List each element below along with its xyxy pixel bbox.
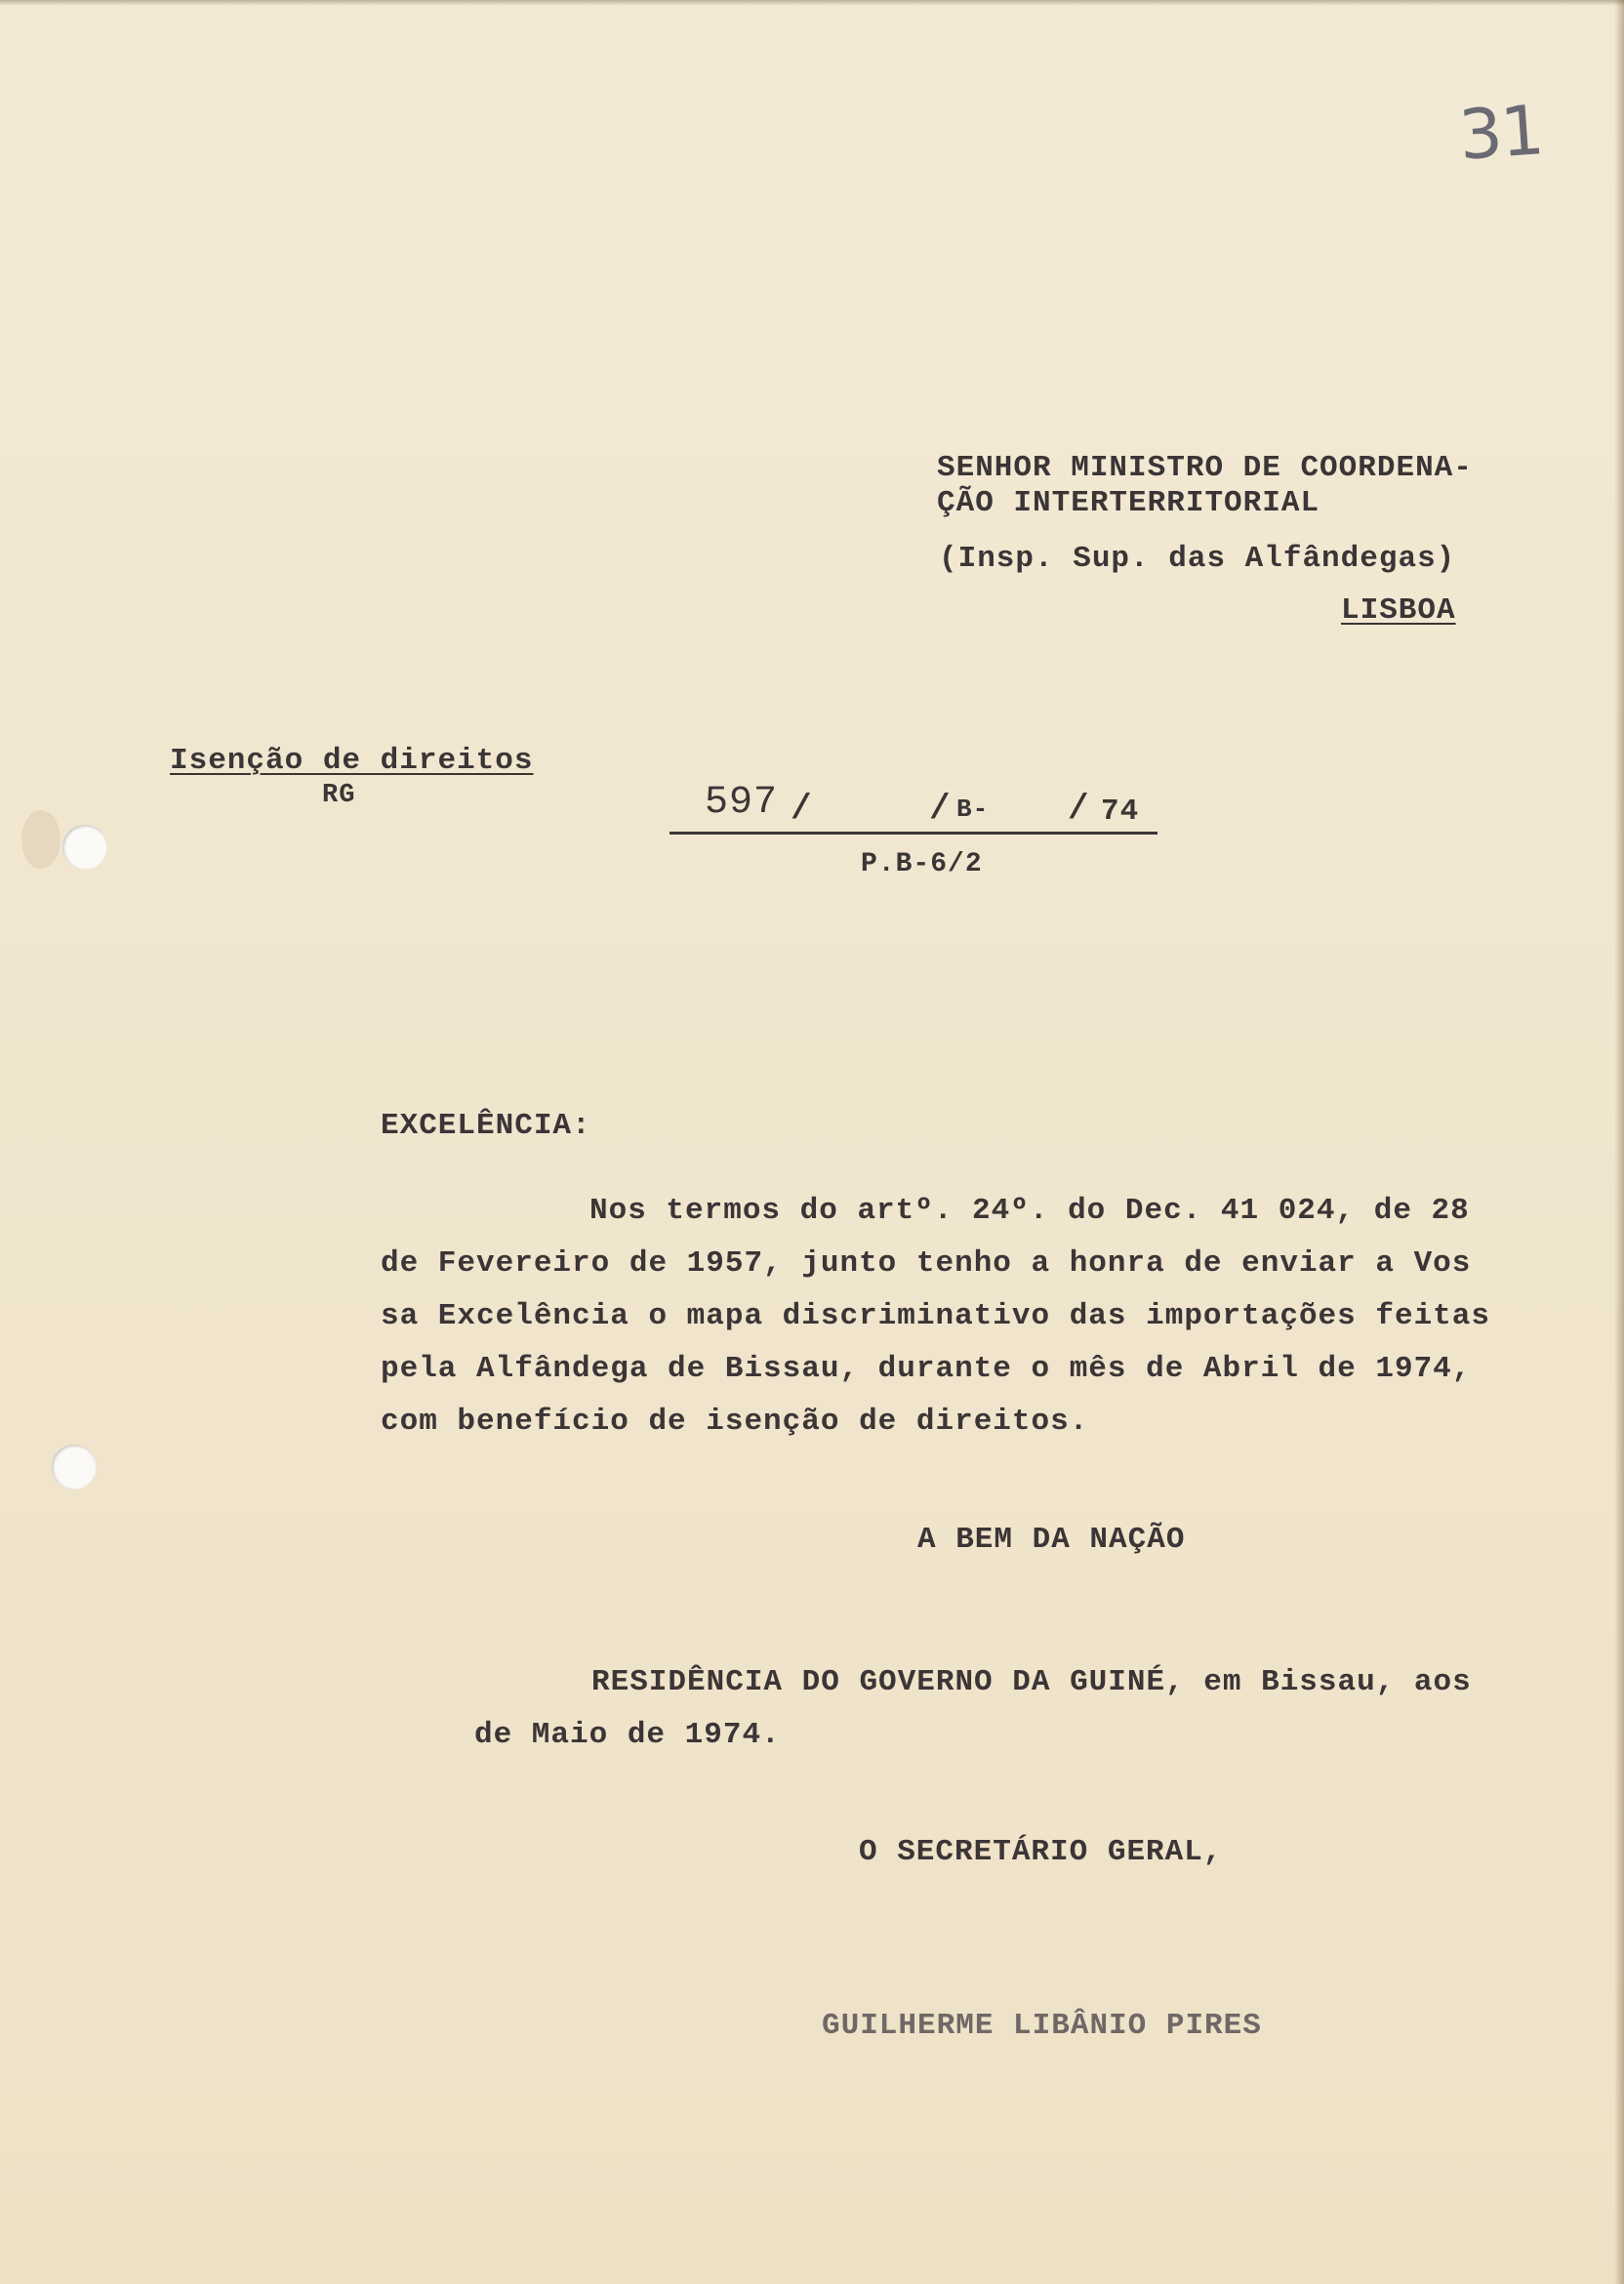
paper-top-edge [0, 0, 1624, 6]
addressee-line-3: (Insp. Sup. das Alfândegas) [939, 542, 1456, 576]
addressee-line-2: ÇÃO INTERTERRITORIAL [937, 486, 1320, 520]
punch-hole-upper [62, 825, 107, 870]
body-line-2: de Fevereiro de 1957, junto tenho a honra de enviar a Vos [381, 1246, 1472, 1281]
subject-code: RG [322, 781, 356, 810]
reference-number: 597 [705, 781, 779, 825]
punch-hole-lower [52, 1445, 97, 1489]
subject-title: Isenção de direitos [170, 744, 534, 778]
paper-right-edge [1614, 0, 1624, 2284]
addressee-line-1: SENHOR MINISTRO DE COORDENA- [937, 451, 1473, 485]
body-line-3: sa Excelência o mapa discriminativo das importações feitas [381, 1299, 1490, 1333]
body-line-4: pela Alfândega de Bissau, durante o mês de Abril de 1974, [381, 1352, 1472, 1386]
signatory-name: GUILHERME LIBÂNIO PIRES [822, 2009, 1262, 2043]
paper-stain [21, 810, 61, 869]
body-line-5: com benefício de isenção de direitos. [381, 1405, 1089, 1439]
reference-slash-3: / [1068, 789, 1089, 829]
reference-year: 74 [1101, 795, 1140, 829]
reference-series: B- [956, 795, 990, 824]
closing-motto: A BEM DA NAÇÃO [917, 1523, 1186, 1557]
handwritten-page-number: 31 [1456, 90, 1545, 176]
salutation: EXCELÊNCIA: [381, 1109, 591, 1143]
place-line-2: de Maio de 1974. [474, 1718, 781, 1752]
addressee-city: LISBOA [1341, 593, 1456, 628]
body-line-1: Nos termos do artº. 24º. do Dec. 41 024, de 28 [589, 1194, 1470, 1228]
place-line-1: RESIDÊNCIA DO GOVERNO DA GUINÉ, em Bissau, aos [591, 1665, 1472, 1699]
reference-process: P.B-6/2 [861, 849, 983, 879]
reference-slash-1: / [791, 789, 812, 829]
signatory-title: O SECRETÁRIO GERAL, [859, 1835, 1223, 1869]
reference-slash-2: / [929, 789, 951, 829]
reference-underline [670, 832, 1157, 835]
